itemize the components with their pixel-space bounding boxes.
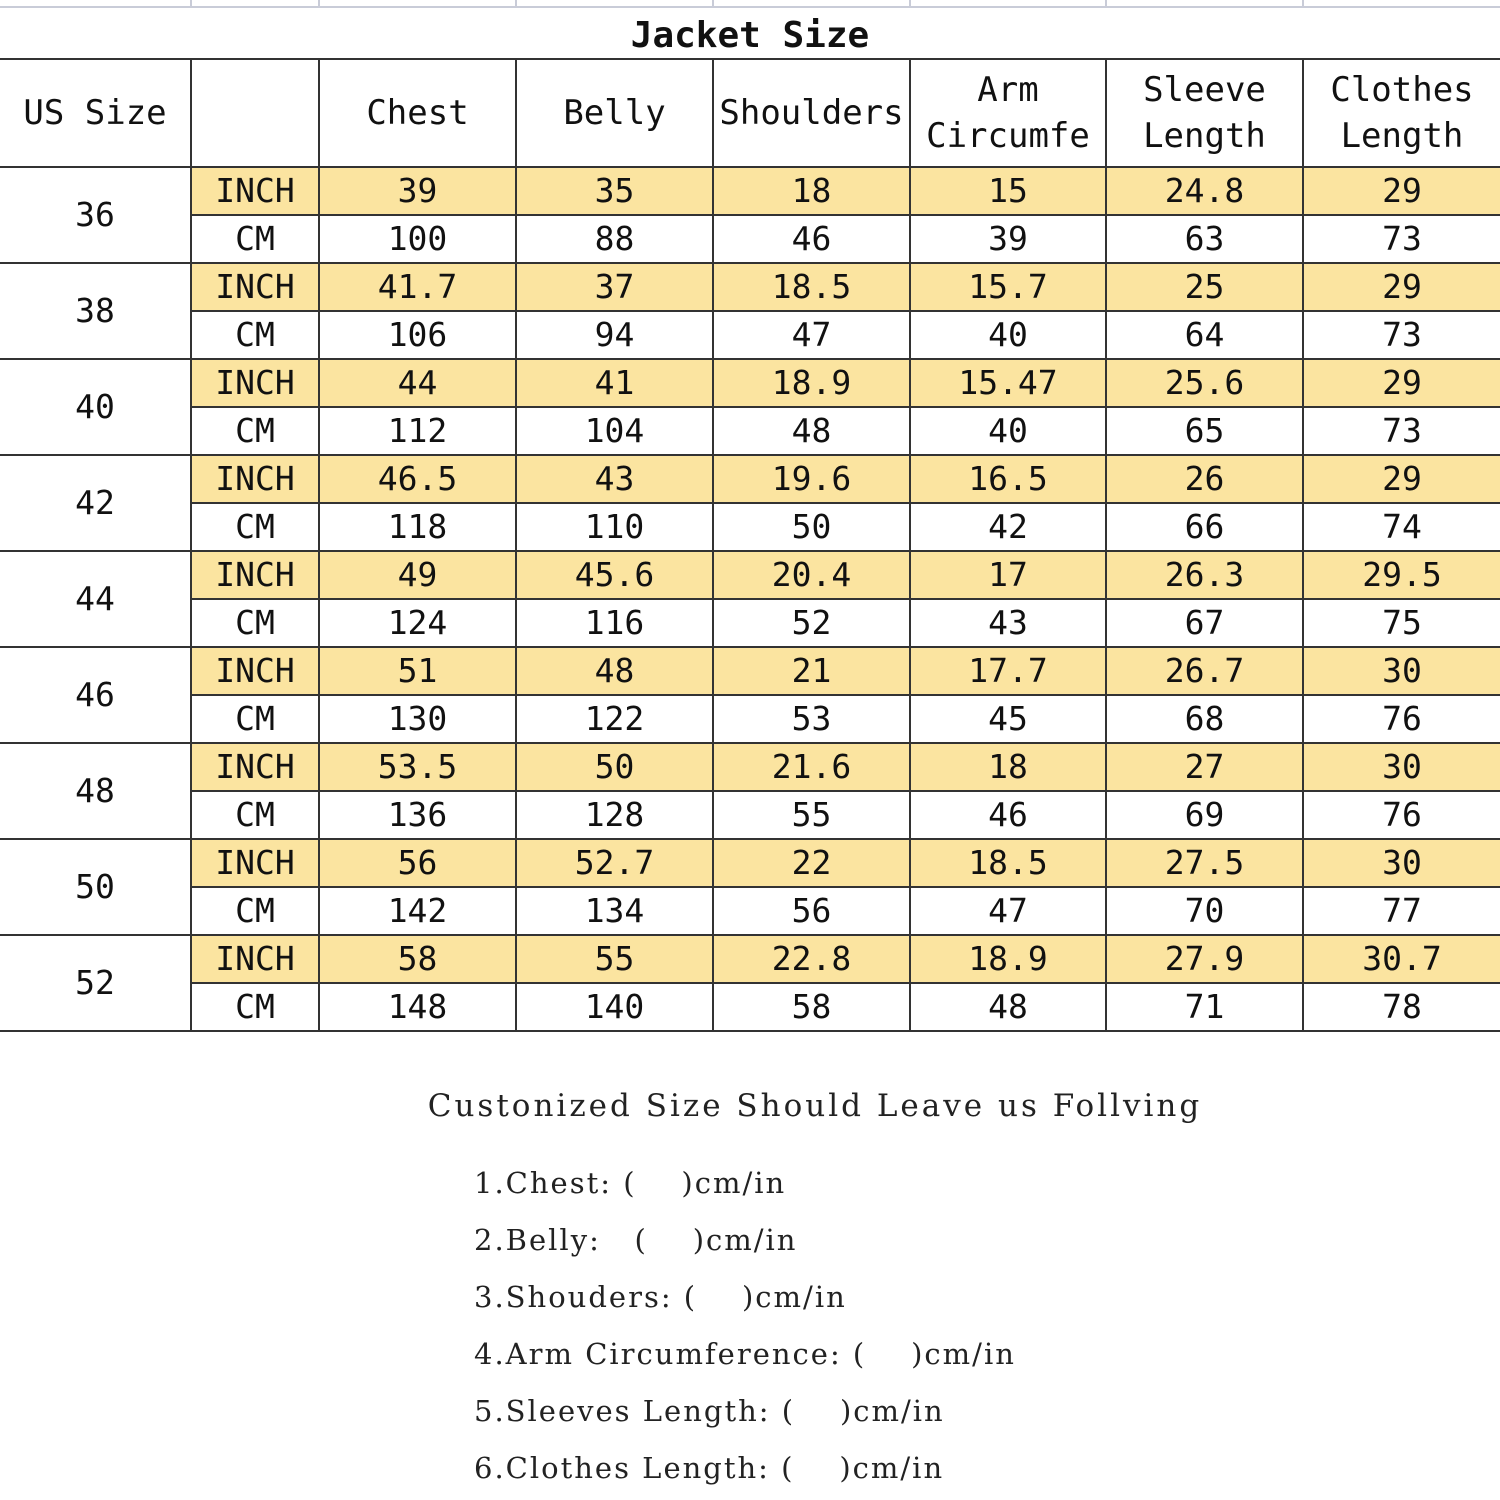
header-unit (191, 59, 319, 167)
shoulders-cell: 55 (713, 791, 910, 839)
chest-cell: 56 (319, 839, 516, 887)
us-size-cell: 44 (0, 551, 191, 647)
custom-item-arm-circumference: 4.Arm Circumference: ( )cm/in (474, 1337, 1016, 1371)
unit-cell: INCH (191, 551, 319, 599)
custom-size-title: Custonized Size Should Leave us Follving (427, 1088, 1203, 1124)
chest-cell: 142 (319, 887, 516, 935)
chest-cell: 124 (319, 599, 516, 647)
clothes-length-cell: 30 (1303, 743, 1500, 791)
custom-item-shoulders: 3.Shouders: ( )cm/in (474, 1280, 847, 1314)
unit-cell: INCH (191, 743, 319, 791)
unit-cell: CM (191, 887, 319, 935)
unit-cell: INCH (191, 647, 319, 695)
table-row (0, 887, 1500, 935)
header-row (0, 59, 1500, 167)
unit-cell: INCH (191, 359, 319, 407)
shoulders-cell: 48 (713, 407, 910, 455)
arm-circumference-cell: 16.5 (910, 455, 1106, 503)
shoulders-cell: 58 (713, 983, 910, 1031)
belly-cell: 37 (516, 263, 713, 311)
clothes-length-cell: 77 (1303, 887, 1500, 935)
clothes-length-cell: 30 (1303, 647, 1500, 695)
unit-cell: INCH (191, 263, 319, 311)
sleeve-length-cell: 71 (1106, 983, 1303, 1031)
clothes-length-cell: 29 (1303, 455, 1500, 503)
unit-cell: CM (191, 599, 319, 647)
table-title: Jacket Size (0, 10, 1500, 60)
belly-cell: 122 (516, 695, 713, 743)
header-belly: Belly (516, 59, 713, 167)
arm-circumference-cell: 47 (910, 887, 1106, 935)
table-row (0, 791, 1500, 839)
arm-circumference-cell: 18.9 (910, 935, 1106, 983)
us-size-cell: 38 (0, 263, 191, 359)
chest-cell: 58 (319, 935, 516, 983)
sleeve-length-cell: 25 (1106, 263, 1303, 311)
clothes-length-cell: 73 (1303, 311, 1500, 359)
table-body (0, 167, 1500, 1031)
sleeve-length-cell: 64 (1106, 311, 1303, 359)
custom-item-clothes-length: 6.Clothes Length: ( )cm/in (474, 1451, 945, 1485)
sleeve-length-cell: 27.5 (1106, 839, 1303, 887)
header-shoulders: Shoulders (713, 59, 910, 167)
belly-cell: 116 (516, 599, 713, 647)
chest-cell: 100 (319, 215, 516, 263)
arm-circumference-cell: 17.7 (910, 647, 1106, 695)
sleeve-length-cell: 26.3 (1106, 551, 1303, 599)
shoulders-cell: 22.8 (713, 935, 910, 983)
table-row (0, 647, 1500, 695)
table-row (0, 983, 1500, 1031)
table-row (0, 359, 1500, 407)
arm-circumference-cell: 43 (910, 599, 1106, 647)
belly-cell: 50 (516, 743, 713, 791)
arm-circumference-cell: 15.47 (910, 359, 1106, 407)
belly-cell: 48 (516, 647, 713, 695)
arm-circumference-cell: 15 (910, 167, 1106, 215)
table-row (0, 311, 1500, 359)
shoulders-cell: 22 (713, 839, 910, 887)
shoulders-cell: 56 (713, 887, 910, 935)
clothes-length-cell: 75 (1303, 599, 1500, 647)
header-sleeve-length: Sleeve Length (1106, 59, 1303, 167)
clothes-length-cell: 73 (1303, 407, 1500, 455)
chest-cell: 130 (319, 695, 516, 743)
header-us-size: US Size (0, 59, 191, 167)
table-row (0, 551, 1500, 599)
shoulders-cell: 52 (713, 599, 910, 647)
belly-cell: 88 (516, 215, 713, 263)
clothes-length-cell: 29.5 (1303, 551, 1500, 599)
clothes-length-cell: 30.7 (1303, 935, 1500, 983)
arm-circumference-cell: 18.5 (910, 839, 1106, 887)
chest-cell: 39 (319, 167, 516, 215)
arm-circumference-cell: 46 (910, 791, 1106, 839)
unit-cell: CM (191, 695, 319, 743)
chest-cell: 51 (319, 647, 516, 695)
header-chest: Chest (319, 59, 516, 167)
unit-cell: CM (191, 791, 319, 839)
clothes-length-cell: 76 (1303, 695, 1500, 743)
shoulders-cell: 47 (713, 311, 910, 359)
table-row (0, 743, 1500, 791)
unit-cell: INCH (191, 455, 319, 503)
shoulders-cell: 19.6 (713, 455, 910, 503)
chest-cell: 148 (319, 983, 516, 1031)
clothes-length-cell: 74 (1303, 503, 1500, 551)
custom-item-belly: 2.Belly: ( )cm/in (474, 1223, 798, 1257)
sleeve-length-cell: 27.9 (1106, 935, 1303, 983)
table-row (0, 167, 1500, 215)
belly-cell: 140 (516, 983, 713, 1031)
chest-cell: 53.5 (319, 743, 516, 791)
custom-item-sleeves-length: 5.Sleeves Length: ( )cm/in (474, 1394, 945, 1428)
shoulders-cell: 18 (713, 167, 910, 215)
sleeve-length-cell: 24.8 (1106, 167, 1303, 215)
chest-cell: 118 (319, 503, 516, 551)
unit-cell: INCH (191, 935, 319, 983)
arm-circumference-cell: 42 (910, 503, 1106, 551)
shoulders-cell: 18.9 (713, 359, 910, 407)
chest-cell: 46.5 (319, 455, 516, 503)
clothes-length-cell: 30 (1303, 839, 1500, 887)
sleeve-length-cell: 63 (1106, 215, 1303, 263)
sleeve-length-cell: 26.7 (1106, 647, 1303, 695)
clothes-length-cell: 76 (1303, 791, 1500, 839)
top-table-edge (0, 0, 1500, 8)
belly-cell: 41 (516, 359, 713, 407)
chest-cell: 106 (319, 311, 516, 359)
unit-cell: CM (191, 503, 319, 551)
jacket-size-table (0, 58, 1500, 1032)
table-row (0, 503, 1500, 551)
belly-cell: 128 (516, 791, 713, 839)
us-size-cell: 50 (0, 839, 191, 935)
sleeve-length-cell: 65 (1106, 407, 1303, 455)
shoulders-cell: 18.5 (713, 263, 910, 311)
us-size-cell: 42 (0, 455, 191, 551)
unit-cell: CM (191, 407, 319, 455)
unit-cell: CM (191, 311, 319, 359)
table-row (0, 455, 1500, 503)
table-row (0, 695, 1500, 743)
shoulders-cell: 21.6 (713, 743, 910, 791)
arm-circumference-cell: 40 (910, 407, 1106, 455)
arm-circumference-cell: 18 (910, 743, 1106, 791)
table-row (0, 935, 1500, 983)
belly-cell: 134 (516, 887, 713, 935)
header-clothes-length: Clothes Length (1303, 59, 1500, 167)
belly-cell: 35 (516, 167, 713, 215)
clothes-length-cell: 29 (1303, 167, 1500, 215)
header-arm-circumference: Arm Circumfe (910, 59, 1106, 167)
chest-cell: 49 (319, 551, 516, 599)
sleeve-length-cell: 25.6 (1106, 359, 1303, 407)
us-size-cell: 52 (0, 935, 191, 1031)
sleeve-length-cell: 70 (1106, 887, 1303, 935)
shoulders-cell: 50 (713, 503, 910, 551)
arm-circumference-cell: 17 (910, 551, 1106, 599)
shoulders-cell: 20.4 (713, 551, 910, 599)
belly-cell: 55 (516, 935, 713, 983)
table-row (0, 599, 1500, 647)
clothes-length-cell: 78 (1303, 983, 1500, 1031)
chest-cell: 112 (319, 407, 516, 455)
belly-cell: 43 (516, 455, 713, 503)
clothes-length-cell: 73 (1303, 215, 1500, 263)
sleeve-length-cell: 26 (1106, 455, 1303, 503)
table-row (0, 215, 1500, 263)
table-row (0, 407, 1500, 455)
arm-circumference-cell: 48 (910, 983, 1106, 1031)
shoulders-cell: 46 (713, 215, 910, 263)
table-row (0, 839, 1500, 887)
us-size-cell: 46 (0, 647, 191, 743)
unit-cell: CM (191, 983, 319, 1031)
chest-cell: 136 (319, 791, 516, 839)
us-size-cell: 48 (0, 743, 191, 839)
sleeve-length-cell: 66 (1106, 503, 1303, 551)
custom-size-list (474, 1158, 1016, 1500)
arm-circumference-cell: 39 (910, 215, 1106, 263)
sleeve-length-cell: 68 (1106, 695, 1303, 743)
table-row (0, 263, 1500, 311)
belly-cell: 110 (516, 503, 713, 551)
clothes-length-cell: 29 (1303, 359, 1500, 407)
arm-circumference-cell: 15.7 (910, 263, 1106, 311)
custom-item-chest: 1.Chest: ( )cm/in (474, 1166, 787, 1200)
sleeve-length-cell: 27 (1106, 743, 1303, 791)
chest-cell: 44 (319, 359, 516, 407)
unit-cell: CM (191, 215, 319, 263)
chest-cell: 41.7 (319, 263, 516, 311)
sleeve-length-cell: 67 (1106, 599, 1303, 647)
belly-cell: 104 (516, 407, 713, 455)
sleeve-length-cell: 69 (1106, 791, 1303, 839)
shoulders-cell: 21 (713, 647, 910, 695)
shoulders-cell: 53 (713, 695, 910, 743)
belly-cell: 45.6 (516, 551, 713, 599)
belly-cell: 52.7 (516, 839, 713, 887)
arm-circumference-cell: 40 (910, 311, 1106, 359)
clothes-length-cell: 29 (1303, 263, 1500, 311)
arm-circumference-cell: 45 (910, 695, 1106, 743)
us-size-cell: 36 (0, 167, 191, 263)
us-size-cell: 40 (0, 359, 191, 455)
unit-cell: INCH (191, 167, 319, 215)
belly-cell: 94 (516, 311, 713, 359)
unit-cell: INCH (191, 839, 319, 887)
